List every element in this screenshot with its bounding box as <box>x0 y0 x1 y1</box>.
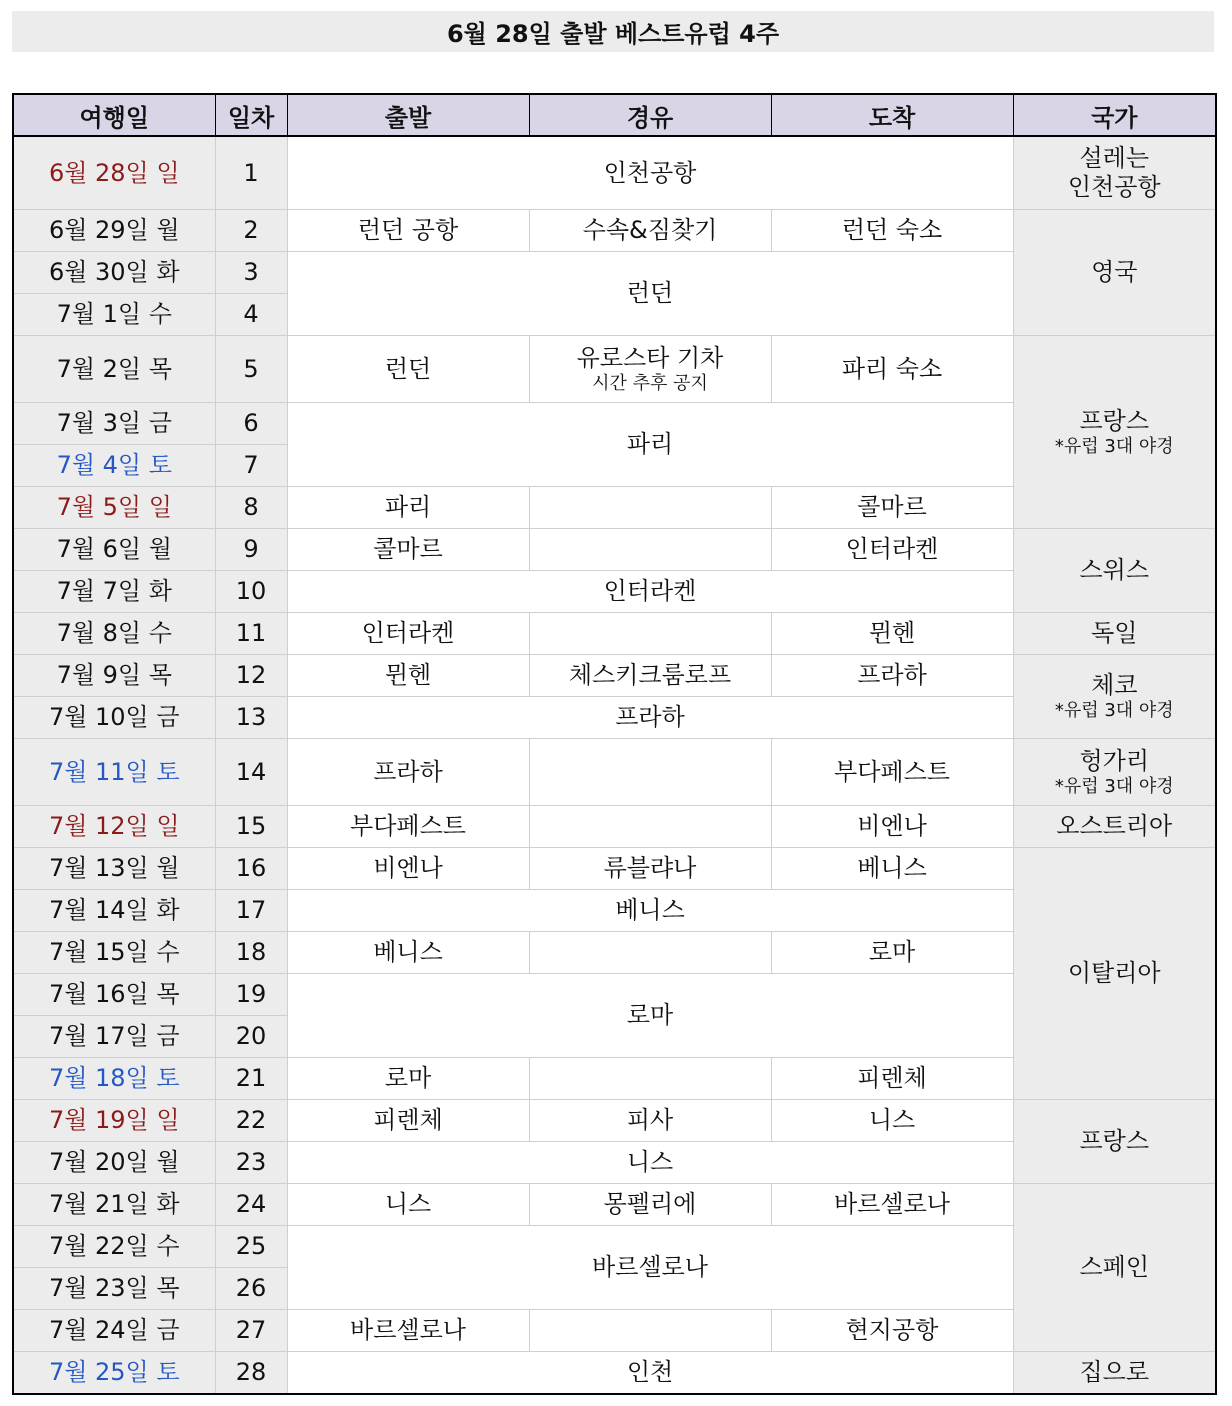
table-row <box>13 210 1216 252</box>
date-cell: 7월 2일 목 <box>13 336 215 403</box>
date-cell: 7월 25일 토 <box>13 1352 215 1395</box>
day-cell: 25 <box>215 1226 287 1268</box>
date-cell: 7월 9일 목 <box>13 655 215 697</box>
route-cell: 바르셀로나 <box>287 1226 1013 1310</box>
day-cell: 7 <box>215 445 287 487</box>
day-cell: 4 <box>215 294 287 336</box>
country-cell <box>1013 655 1216 739</box>
departure-cell: 런던 <box>287 336 529 403</box>
via-cell: 피사 <box>529 1100 771 1142</box>
date-cell: 7월 20일 월 <box>13 1142 215 1184</box>
route-cell: 베니스 <box>287 890 1013 932</box>
country-note: *유럽 3대 야경 <box>1054 435 1174 457</box>
day-cell: 9 <box>215 529 287 571</box>
header-country: 국가 <box>1013 94 1216 136</box>
date-cell: 7월 16일 목 <box>13 974 215 1016</box>
day-cell: 1 <box>215 136 287 210</box>
day-cell: 16 <box>215 848 287 890</box>
country-cell <box>1013 136 1216 210</box>
departure-cell: 런던 공항 <box>287 210 529 252</box>
arrival-cell: 베니스 <box>771 848 1013 890</box>
route-cell: 프라하 <box>287 697 1013 739</box>
via-cell <box>529 739 771 806</box>
country-line: 체코 <box>1091 671 1138 700</box>
day-cell: 20 <box>215 1016 287 1058</box>
route-cell: 인천 <box>287 1352 1013 1395</box>
day-cell: 28 <box>215 1352 287 1395</box>
day-cell: 17 <box>215 890 287 932</box>
arrival-cell: 콜마르 <box>771 487 1013 529</box>
via-cell <box>529 806 771 848</box>
header-departure: 출발 <box>287 94 529 136</box>
day-cell: 21 <box>215 1058 287 1100</box>
departure-cell: 피렌체 <box>287 1100 529 1142</box>
route-cell: 런던 <box>287 252 1013 336</box>
route-cell: 니스 <box>287 1142 1013 1184</box>
day-cell: 11 <box>215 613 287 655</box>
date-cell: 7월 1일 수 <box>13 294 215 336</box>
date-cell: 7월 11일 토 <box>13 739 215 806</box>
header-arrival: 도착 <box>771 94 1013 136</box>
arrival-cell: 뮌헨 <box>771 613 1013 655</box>
arrival-cell: 인터라켄 <box>771 529 1013 571</box>
departure-cell: 베니스 <box>287 932 529 974</box>
date-cell: 7월 12일 일 <box>13 806 215 848</box>
country-line: 설레는 <box>1079 144 1150 173</box>
via-cell: 류블랴나 <box>529 848 771 890</box>
country-cell <box>1013 739 1216 806</box>
departure-cell: 비엔나 <box>287 848 529 890</box>
day-cell: 8 <box>215 487 287 529</box>
date-cell: 7월 24일 금 <box>13 1310 215 1352</box>
day-cell: 12 <box>215 655 287 697</box>
table-row <box>13 739 1216 806</box>
arrival-cell: 런던 숙소 <box>771 210 1013 252</box>
arrival-cell: 바르셀로나 <box>771 1184 1013 1226</box>
route-cell: 로마 <box>287 974 1013 1058</box>
arrival-cell: 피렌체 <box>771 1058 1013 1100</box>
table-row <box>13 529 1216 571</box>
country-cell: 영국 <box>1013 210 1216 336</box>
date-cell: 7월 8일 수 <box>13 613 215 655</box>
country-cell <box>1013 336 1216 529</box>
day-cell: 27 <box>215 1310 287 1352</box>
table-row <box>13 1184 1216 1226</box>
date-cell: 7월 14일 화 <box>13 890 215 932</box>
table-row <box>13 1100 1216 1142</box>
country-cell: 오스트리아 <box>1013 806 1216 848</box>
date-cell: 7월 7일 화 <box>13 571 215 613</box>
date-cell: 7월 17일 금 <box>13 1016 215 1058</box>
via-main: 유로스타 기차 <box>576 343 724 372</box>
via-cell <box>529 613 771 655</box>
departure-cell: 부다페스트 <box>287 806 529 848</box>
day-cell: 13 <box>215 697 287 739</box>
date-cell: 7월 21일 화 <box>13 1184 215 1226</box>
departure-cell: 파리 <box>287 487 529 529</box>
via-cell: 몽펠리에 <box>529 1184 771 1226</box>
arrival-cell: 니스 <box>771 1100 1013 1142</box>
arrival-cell: 파리 숙소 <box>771 336 1013 403</box>
date-cell: 7월 23일 목 <box>13 1268 215 1310</box>
departure-cell: 로마 <box>287 1058 529 1100</box>
country-cell: 이탈리아 <box>1013 848 1216 1100</box>
date-cell: 7월 10일 금 <box>13 697 215 739</box>
country-cell: 집으로 <box>1013 1352 1216 1395</box>
departure-cell: 뮌헨 <box>287 655 529 697</box>
day-cell: 10 <box>215 571 287 613</box>
departure-cell: 콜마르 <box>287 529 529 571</box>
country-line: 프랑스 <box>1079 406 1150 435</box>
date-cell: 7월 4일 토 <box>13 445 215 487</box>
table-row <box>13 613 1216 655</box>
arrival-cell: 비엔나 <box>771 806 1013 848</box>
via-cell: 체스키크룸로프 <box>529 655 771 697</box>
route-cell: 인천공항 <box>287 136 1013 210</box>
table-row <box>13 336 1216 403</box>
country-cell: 스위스 <box>1013 529 1216 613</box>
country-cell: 스페인 <box>1013 1184 1216 1352</box>
via-cell <box>529 336 771 403</box>
country-line: 헝가리 <box>1079 746 1150 775</box>
header-via: 경유 <box>529 94 771 136</box>
day-cell: 6 <box>215 403 287 445</box>
header-day: 일차 <box>215 94 287 136</box>
day-cell: 22 <box>215 1100 287 1142</box>
day-cell: 15 <box>215 806 287 848</box>
via-cell: 수속&짐찾기 <box>529 210 771 252</box>
day-cell: 14 <box>215 739 287 806</box>
departure-cell: 인터라켄 <box>287 613 529 655</box>
country-cell: 프랑스 <box>1013 1100 1216 1184</box>
date-cell: 7월 15일 수 <box>13 932 215 974</box>
header-date: 여행일 <box>13 94 215 136</box>
date-cell: 6월 28일 일 <box>13 136 215 210</box>
via-cell <box>529 932 771 974</box>
arrival-cell: 부다페스트 <box>771 739 1013 806</box>
country-line: 인천공항 <box>1067 173 1161 201</box>
date-cell: 7월 19일 일 <box>13 1100 215 1142</box>
day-cell: 26 <box>215 1268 287 1310</box>
departure-cell: 프라하 <box>287 739 529 806</box>
country-note: *유럽 3대 야경 <box>1054 775 1174 797</box>
day-cell: 23 <box>215 1142 287 1184</box>
country-cell: 독일 <box>1013 613 1216 655</box>
date-cell: 7월 5일 일 <box>13 487 215 529</box>
route-cell: 인터라켄 <box>287 571 1013 613</box>
itinerary-table <box>12 93 1217 1395</box>
date-cell: 7월 22일 수 <box>13 1226 215 1268</box>
via-cell <box>529 1310 771 1352</box>
day-cell: 3 <box>215 252 287 294</box>
date-cell: 7월 13일 월 <box>13 848 215 890</box>
table-row <box>13 655 1216 697</box>
arrival-cell: 현지공항 <box>771 1310 1013 1352</box>
table-row <box>13 848 1216 890</box>
day-cell: 5 <box>215 336 287 403</box>
date-cell: 7월 6일 월 <box>13 529 215 571</box>
date-cell: 7월 18일 토 <box>13 1058 215 1100</box>
arrival-cell: 프라하 <box>771 655 1013 697</box>
date-cell: 6월 30일 화 <box>13 252 215 294</box>
page-title: 6월 28일 출발 베스트유럽 4주 <box>12 11 1214 52</box>
country-note: *유럽 3대 야경 <box>1054 700 1174 722</box>
via-cell <box>529 529 771 571</box>
day-cell: 19 <box>215 974 287 1016</box>
date-cell: 6월 29일 월 <box>13 210 215 252</box>
table-header-row <box>13 94 1216 136</box>
day-cell: 2 <box>215 210 287 252</box>
day-cell: 18 <box>215 932 287 974</box>
via-cell <box>529 1058 771 1100</box>
departure-cell: 니스 <box>287 1184 529 1226</box>
via-cell <box>529 487 771 529</box>
date-cell: 7월 3일 금 <box>13 403 215 445</box>
via-note: 시간 추후 공지 <box>592 372 708 394</box>
table-row <box>13 1352 1216 1395</box>
route-cell: 파리 <box>287 403 1013 487</box>
arrival-cell: 로마 <box>771 932 1013 974</box>
table-row <box>13 136 1216 210</box>
departure-cell: 바르셀로나 <box>287 1310 529 1352</box>
day-cell: 24 <box>215 1184 287 1226</box>
table-row <box>13 806 1216 848</box>
